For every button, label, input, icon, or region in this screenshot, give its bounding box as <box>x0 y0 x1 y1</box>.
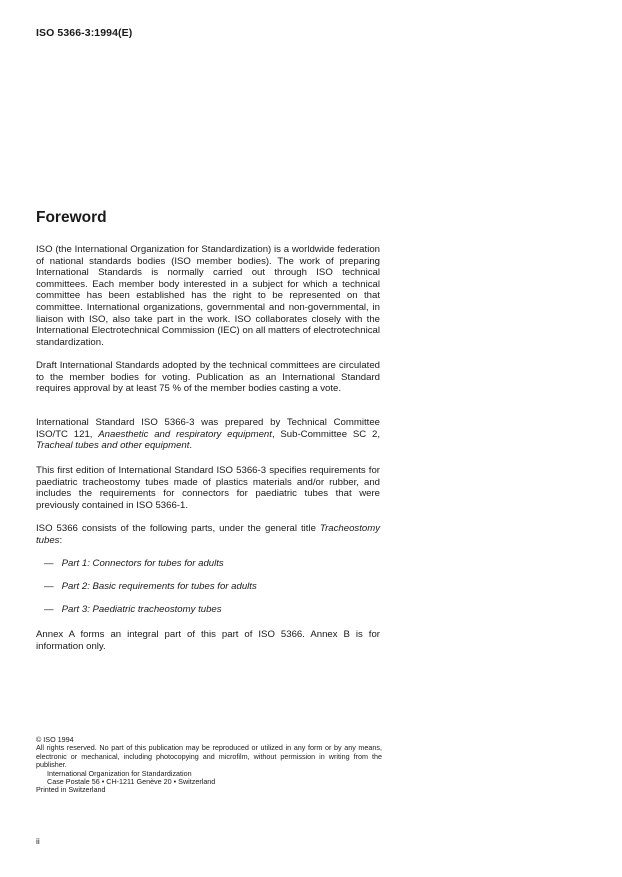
page-number: ii <box>36 836 40 846</box>
p3-text-end: . <box>189 440 193 452</box>
foreword-paragraph-3 <box>36 417 380 452</box>
part-label: Part 1: Connectors for tubes for adults <box>61 558 224 569</box>
list-item <box>44 604 222 615</box>
foreword-paragraph-1: ISO (the International Organization for Standardization) is a worldwide federation of national standards bodies (ISO member bodies). The work of preparing International Standards is normally carried out through ISO technical committees. Each member body interested in a subject for which a technical committee has been established has the right to be represented on that committee. International organizations, governmental and non-governmental, in liaison with ISO, also take part in the work. ISO collaborates closely with the International Electrotechnical Commission (IEC) on all matters of electrotechnical standardization. <box>36 244 380 348</box>
copyright-line: © ISO 1994 <box>36 735 74 744</box>
foreword-paragraph-4: This first edition of International Standard ISO 5366-3 specifies requirements for paediatric tracheostomy tubes made of plastics materials and/or rubber, and includes the requirements for connectors for paediatric tubes that were previously contained in ISO 5366-1. <box>36 465 380 511</box>
general-title: Tracheostomy tubes <box>36 523 380 546</box>
dash-bullet: — <box>44 581 54 592</box>
p3-text-mid: , Sub-Committee SC 2, <box>271 428 380 440</box>
foreword-paragraph-5 <box>36 523 380 546</box>
copyright-notice <box>36 736 382 795</box>
dash-bullet: — <box>44 558 54 569</box>
foreword-paragraph-6: Annex A forms an integral part of this part of ISO 5366. Annex B is for information only. <box>36 629 380 652</box>
list-item <box>44 581 257 592</box>
document-id-header: ISO 5366-3:1994(E) <box>36 27 133 39</box>
publisher-address: Case Postale 56 • CH-1211 Genève 20 • Switzerland <box>47 777 216 787</box>
p3-text-start: International Standard ISO 5366-3 was prepared by Technical Committee ISO/TC 121, <box>36 417 380 440</box>
p5-text-start: ISO 5366 consists of the following parts, under the general title <box>36 523 320 534</box>
foreword-paragraph-2: Draft International Standards adopted by the technical committees are circulated to the member bodies for voting. Publication as an International Standard requires approval by at least 75 % of the member bodies casting a vote. <box>36 360 380 395</box>
page-title: Foreword <box>36 209 107 226</box>
printed-in: Printed in Switzerland <box>36 785 106 795</box>
committee-title: Anaesthetic and respiratory equipment <box>98 428 272 440</box>
rights-statement: All rights reserved. No part of this publication may be reproduced or utilized in any form or by any means, electronic or mechanical, including photocopying and microfilm, without permission in writing from the publisher. <box>36 743 382 770</box>
subcommittee-title: Tracheal tubes and other equipment <box>36 440 190 452</box>
publisher-name: International Organization for Standardization <box>47 768 192 778</box>
part-label: Part 3: Paediatric tracheostomy tubes <box>61 604 222 615</box>
part-label: Part 2: Basic requirements for tubes for adults <box>61 581 257 592</box>
dash-bullet: — <box>44 604 54 615</box>
list-item <box>44 558 224 569</box>
p5-text-end: : <box>59 534 63 546</box>
